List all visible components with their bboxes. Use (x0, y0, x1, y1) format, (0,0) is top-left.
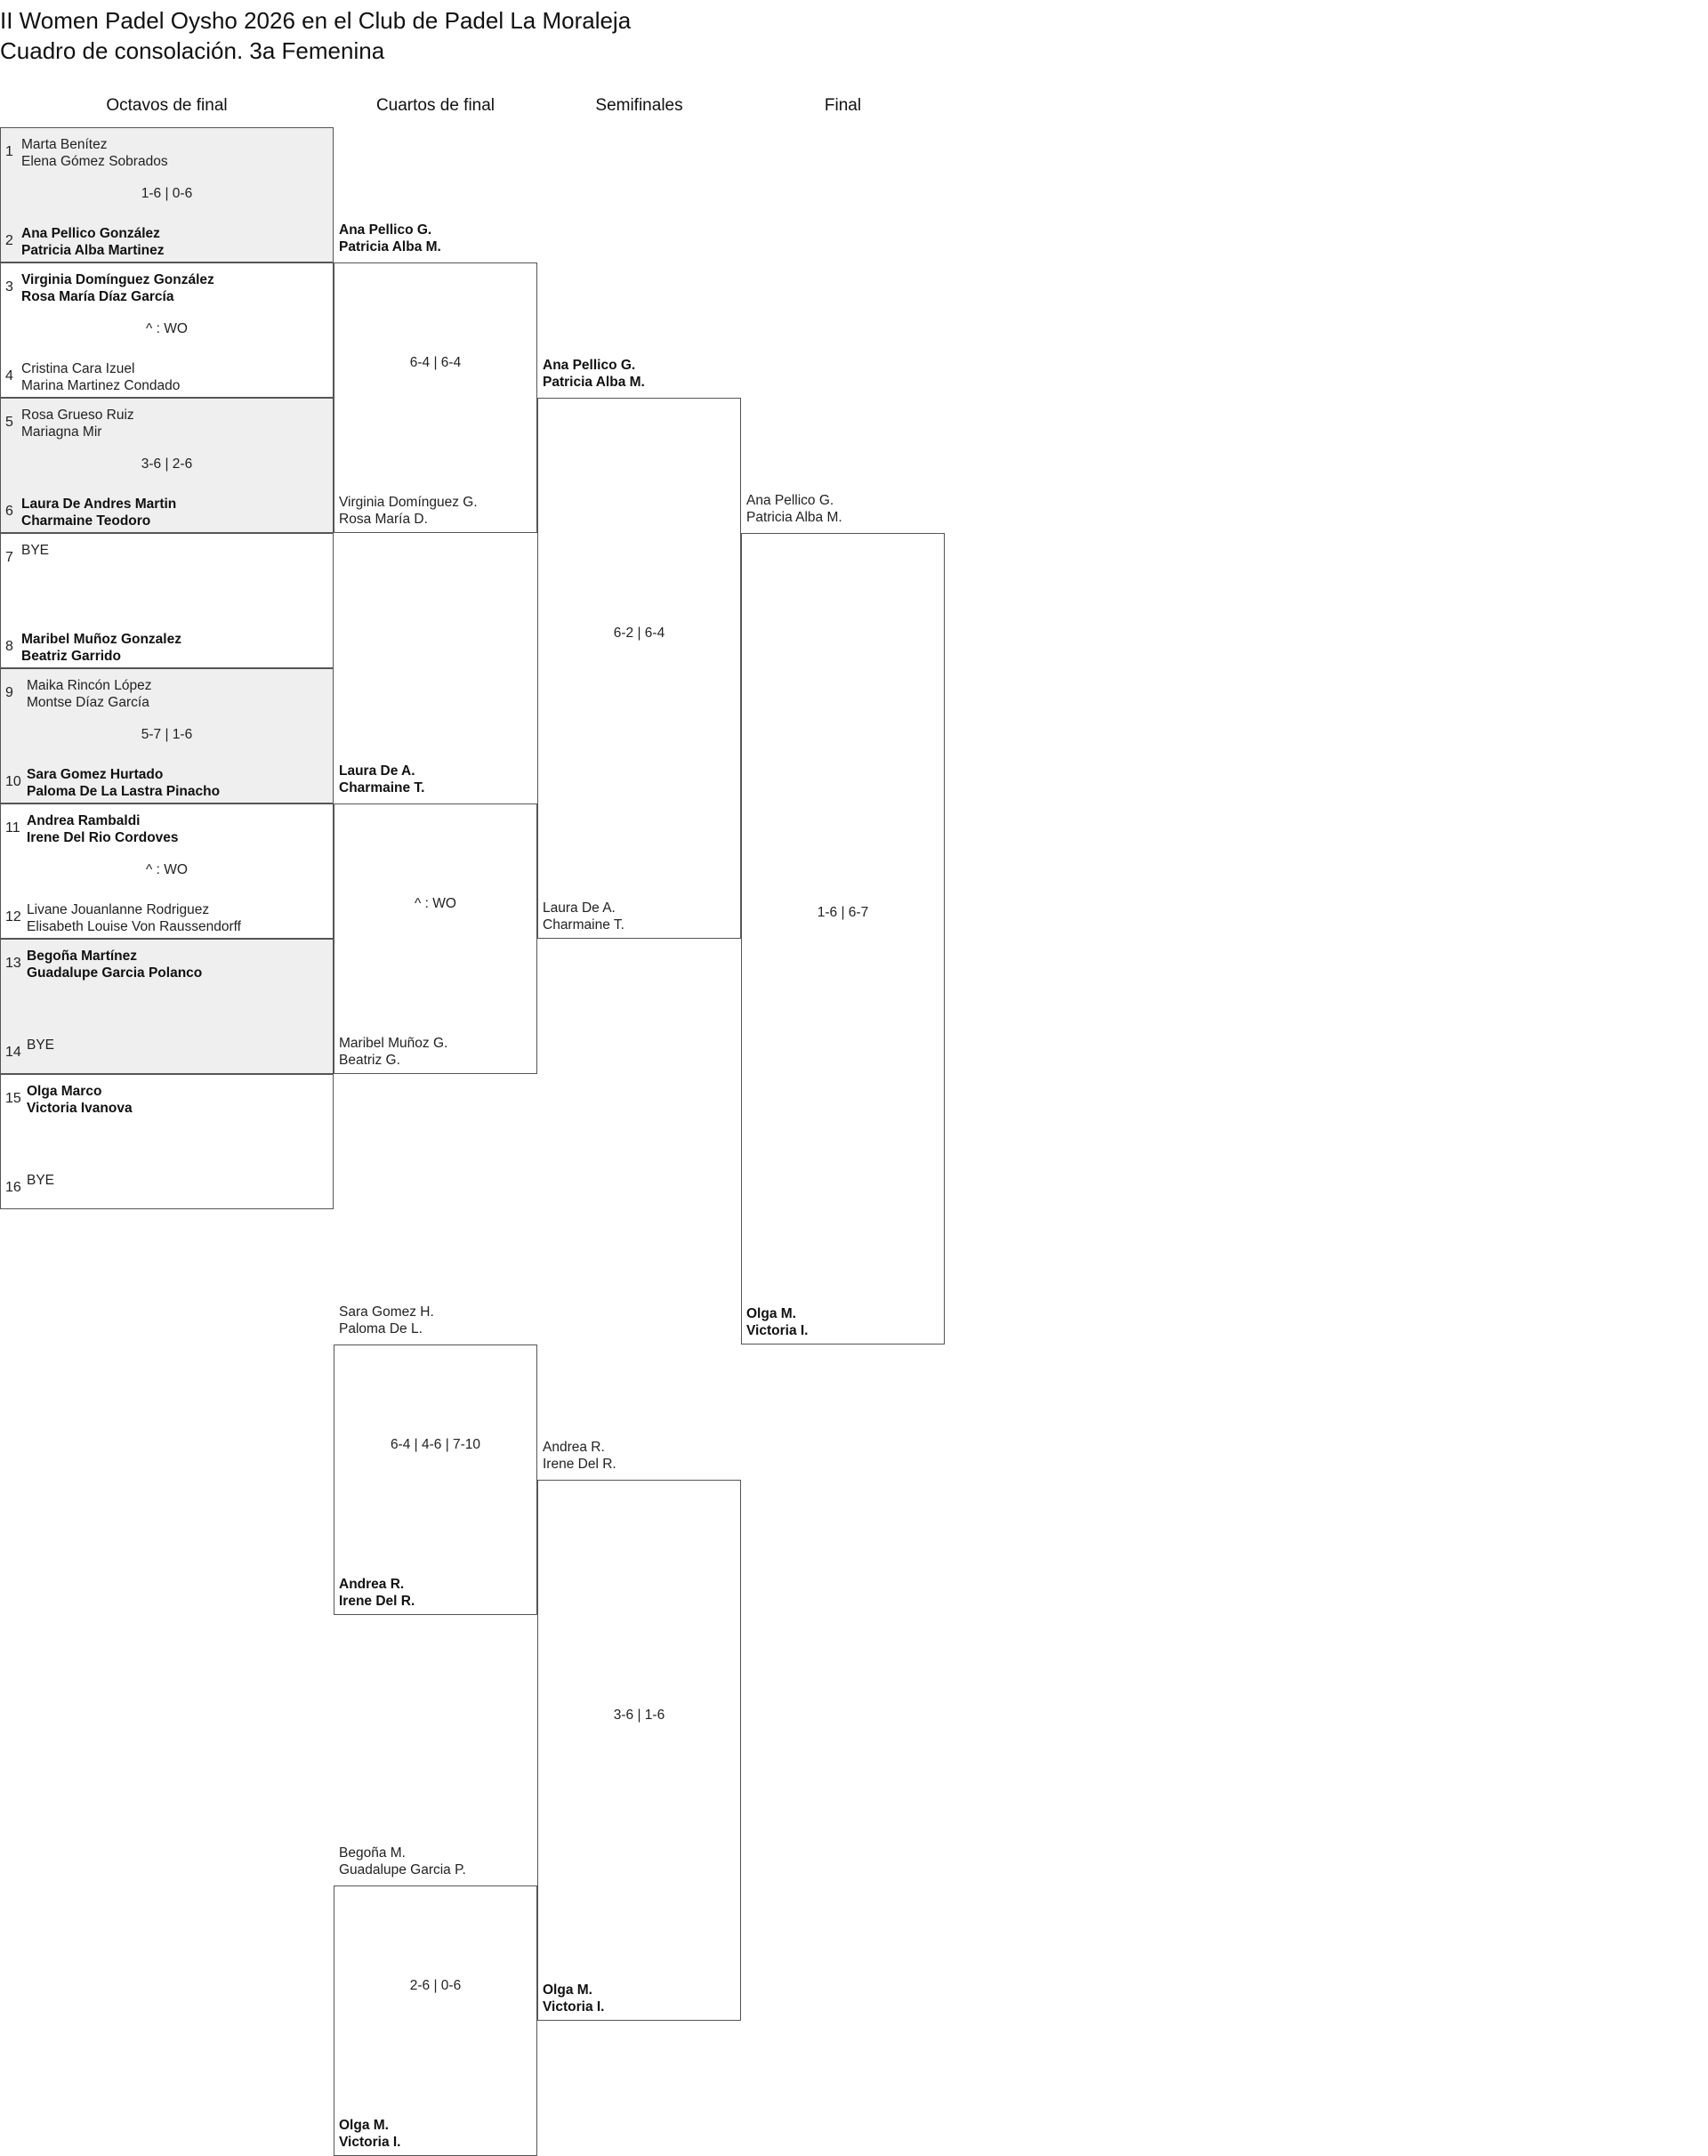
team-pair-player: Guadalupe Garcia P. (339, 1862, 466, 1877)
team-pair (339, 222, 441, 255)
seed-number: 8 (5, 639, 13, 654)
seed-number: 15 (5, 1091, 21, 1106)
seed-number: 1 (5, 144, 13, 159)
team-pair-player: BYE (27, 1173, 55, 1188)
team-pair (339, 1035, 447, 1069)
team-pair-player: Andrea Rambaldi (27, 813, 141, 828)
team-pair (543, 357, 645, 391)
team-pair (21, 542, 49, 559)
team-pair-player: Cristina Cara Izuel (21, 361, 135, 376)
team-pair-player: Livane Jouanlanne Rodriguez (27, 902, 210, 917)
team-pair-player: Victoria I. (339, 2135, 401, 2150)
team-pair (339, 1304, 434, 1337)
team-pair-player: Begoña Martínez (27, 949, 138, 964)
round-header-r16: Octavos de final (106, 96, 228, 115)
team-pair (21, 496, 176, 529)
team-pair-player: Paloma De L. (339, 1321, 423, 1336)
seed-number: 4 (5, 368, 13, 384)
team-pair-player: Irene Del R. (339, 1594, 415, 1609)
team-pair-player: Andrea R. (339, 1577, 405, 1592)
team-pair-player: Marina Martinez Condado (21, 378, 181, 393)
team-pair (543, 1982, 605, 2015)
team-pair-player: Guadalupe Garcia Polanco (27, 965, 203, 981)
qf-match-box (334, 1885, 537, 2156)
final-match-box (741, 533, 945, 1344)
team-pair (339, 494, 478, 528)
team-pair-player: Ana Pellico G. (746, 493, 834, 508)
team-pair-player: Rosa Grueso Ruiz (21, 408, 134, 423)
team-pair (27, 948, 202, 981)
team-pair (27, 677, 151, 711)
team-pair-player: Charmaine T. (339, 780, 425, 795)
team-pair-player: Virginia Domínguez González (21, 272, 214, 287)
team-pair-player: Olga M. (339, 2118, 389, 2133)
team-pair (27, 901, 241, 935)
team-pair-player: Rosa María Díaz García (21, 289, 174, 304)
team-pair-player: Patricia Alba M. (746, 510, 842, 525)
team-pair (746, 1305, 809, 1339)
team-pair (21, 136, 168, 170)
seed-number: 12 (5, 909, 21, 925)
seed-number: 7 (5, 550, 13, 565)
match-score: 1-6 | 0-6 (141, 186, 193, 201)
match-score: 3-6 | 2-6 (141, 456, 193, 472)
seed-number: 13 (5, 956, 21, 971)
seed-number: 2 (5, 233, 13, 248)
team-pair-player: Laura De Andres Martin (21, 497, 177, 512)
seed-number: 16 (5, 1180, 21, 1195)
team-pair (746, 492, 842, 526)
match-score: ^ : WO (146, 321, 188, 336)
tournament-title: II Women Padel Oysho 2026 en el Club de Padel La Moraleja (0, 7, 632, 34)
seed-number: 11 (5, 820, 20, 836)
team-pair-player: Virginia Domínguez G. (339, 495, 478, 510)
team-pair (21, 407, 134, 440)
team-pair-player: Ana Pellico González (21, 226, 160, 241)
team-pair (543, 900, 624, 933)
team-pair-player: Charmaine T. (543, 917, 624, 933)
team-pair (27, 1083, 133, 1117)
team-pair-player: Marta Benítez (21, 137, 108, 152)
team-pair (339, 1845, 466, 1878)
team-pair-player: Charmaine Teodoro (21, 513, 151, 529)
team-pair-player: Mariagna Mir (21, 424, 102, 440)
team-pair-player: Andrea R. (543, 1440, 605, 1455)
team-pair-player: Paloma De La Lastra Pinacho (27, 784, 221, 799)
team-pair-player: Beatriz Garrido (21, 649, 121, 664)
team-pair-player: Ana Pellico G. (339, 222, 432, 238)
team-pair (27, 766, 220, 800)
team-pair (27, 1172, 54, 1189)
qf-match-box (334, 803, 537, 1074)
seed-number: 5 (5, 415, 13, 430)
team-pair-player: Olga Marco (27, 1084, 102, 1099)
team-pair-player: Laura De A. (543, 900, 616, 916)
match-score: 2-6 | 0-6 (409, 1978, 462, 1993)
seed-number: 14 (5, 1045, 21, 1060)
team-pair (27, 812, 179, 846)
team-pair-player: Rosa María D. (339, 512, 428, 527)
match-score: ^ : WO (415, 896, 456, 911)
team-pair (21, 631, 181, 665)
team-pair-player: Elena Gómez Sobrados (21, 154, 168, 169)
bracket-subtitle: Cuadro de consolación. 3a Femenina (0, 37, 385, 64)
sf-match-box (537, 398, 741, 939)
seed-number: 6 (5, 504, 13, 519)
team-pair (339, 1576, 415, 1610)
seed-number: 3 (5, 279, 13, 295)
team-pair (339, 2117, 401, 2151)
seed-number: 9 (5, 685, 13, 700)
team-pair-player: Olga M. (543, 1982, 592, 1998)
team-pair-player: Maika Rincón López (27, 678, 152, 693)
round-header-qf: Cuartos de final (375, 96, 495, 115)
match-score: 6-4 | 4-6 | 7-10 (390, 1437, 481, 1452)
team-pair (339, 763, 424, 796)
team-pair-player: Patricia Alba Martinez (21, 243, 165, 258)
match-score: ^ : WO (146, 862, 188, 877)
team-pair-player: Elisabeth Louise Von Raussendorff (27, 919, 241, 934)
match-score: 5-7 | 1-6 (141, 727, 193, 742)
round-header-final: Final (824, 96, 862, 115)
team-pair-player: Patricia Alba M. (339, 239, 441, 254)
team-pair-player: Victoria I. (746, 1323, 809, 1338)
team-pair-player: Sara Gomez H. (339, 1304, 434, 1320)
team-pair-player: Beatriz G. (339, 1053, 400, 1068)
team-pair (27, 1037, 54, 1054)
team-pair-player: Patricia Alba M. (543, 375, 645, 390)
team-pair (21, 360, 180, 394)
match-score: 6-4 | 6-4 (409, 355, 462, 370)
match-score: 6-2 | 6-4 (613, 626, 665, 641)
team-pair-player: Victoria I. (543, 1999, 605, 2015)
team-pair-player: Maribel Muñoz Gonzalez (21, 632, 181, 647)
team-pair (21, 225, 165, 259)
team-pair-player: BYE (27, 1038, 55, 1053)
team-pair-player: Begoña M. (339, 1845, 406, 1861)
round-header-sf: Semifinales (595, 96, 683, 115)
seed-number: 10 (5, 774, 21, 789)
team-pair-player: BYE (21, 543, 50, 558)
qf-match-box (334, 262, 537, 533)
match-score: 1-6 | 6-7 (817, 905, 869, 920)
team-pair-player: Ana Pellico G. (543, 358, 636, 373)
team-pair-player: Maribel Muñoz G. (339, 1036, 448, 1051)
team-pair-player: Irene Del R. (543, 1457, 616, 1472)
team-pair-player: Sara Gomez Hurtado (27, 767, 164, 782)
team-pair (543, 1439, 616, 1473)
team-pair-player: Irene Del Rio Cordoves (27, 830, 179, 845)
sf-match-box (537, 1480, 741, 2021)
qf-match-box (334, 1344, 537, 1615)
team-pair-player: Victoria Ivanova (27, 1101, 133, 1116)
team-pair (21, 271, 214, 305)
match-score: 3-6 | 1-6 (613, 1708, 665, 1723)
team-pair-player: Laura De A. (339, 763, 415, 779)
team-pair-player: Olga M. (746, 1306, 796, 1321)
team-pair-player: Montse Díaz García (27, 695, 149, 710)
